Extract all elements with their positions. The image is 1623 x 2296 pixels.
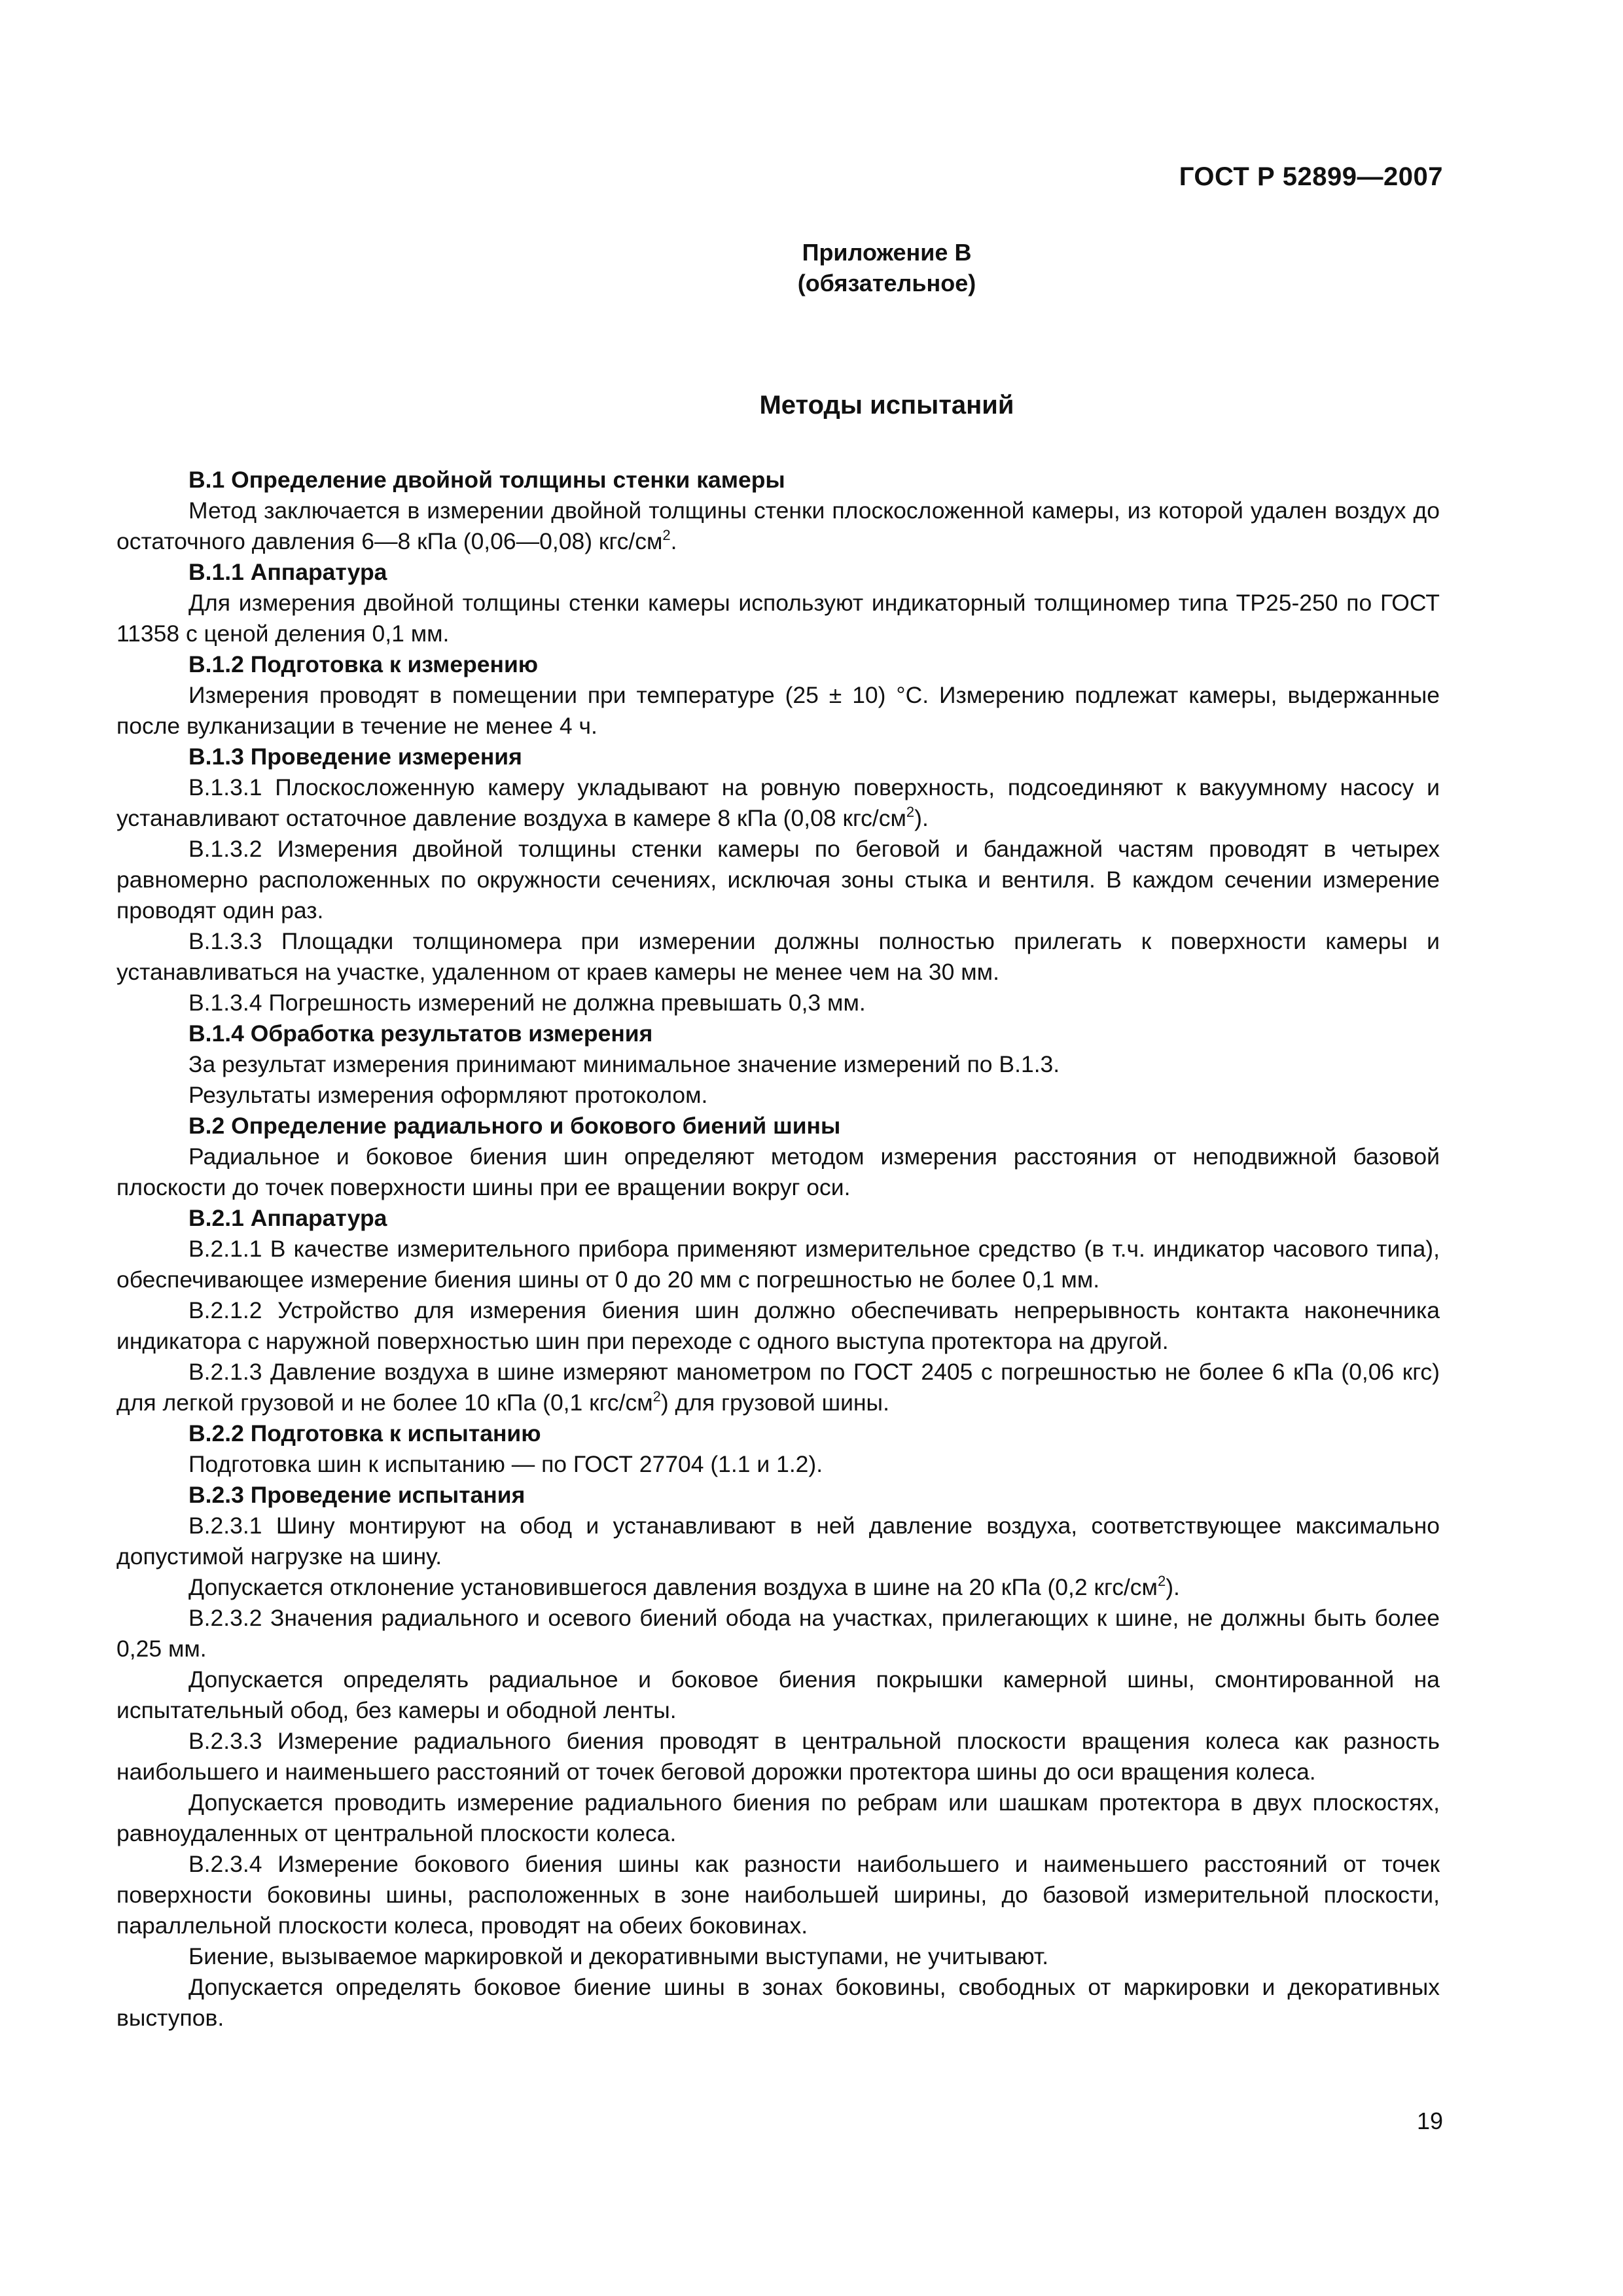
paragraph: Допускается проводить измерение радиального биения по ребрам или шашкам протектора в двух плоскостях, равноудаленных от центральной плоскости колеса.	[116, 1789, 1440, 1846]
paragraph: Биение, вызываемое маркировкой и декоративными выступами, не учитывают.	[188, 1943, 1049, 1969]
paragraph: В.2.3.4 Измерение бокового биения шины как разности наибольшего и наименьшего расстояний от точек поверхности боковины шины, расположенных в зоне наибольшей ширины, до базовой измерительной плоскости, параллельной плоскости колеса, проводят на обеих боковинах.	[116, 1851, 1440, 1939]
paragraph: В.2.3.2 Значения радиального и осевого биений обода на участках, прилегающих к шине, не должны быть более 0,25 мм.	[116, 1605, 1440, 1662]
subsection-heading: В.1 Определение двойной толщины стенки камеры	[188, 467, 785, 493]
paragraph: Допускается отклонение установившегося давления воздуха в шине на 20 кПа (0,2 кгс/$см^2$).	[188, 1573, 1180, 1600]
paragraph: Для измерения двойной толщины стенки камеры используют индикаторный толщиномер типа ТР25-250 по ГОСТ 11358 с ценой деления 0,1 мм.	[116, 590, 1440, 647]
subsection-heading: В.1.3 Проведение измерения	[188, 744, 522, 770]
annex-heading	[0, 237, 1623, 298]
subsection-heading: В.1.4 Обработка результатов измерения	[188, 1020, 653, 1047]
paragraph: В.1.3.4 Погрешность измерений не должна превышать 0,3 мм.	[188, 990, 866, 1016]
document-body	[116, 465, 1440, 2034]
paragraph: Допускается определять радиальное и боковое биения покрышки камерной шины, смонтированной на испытательный обод, без камеры и ободной ленты.	[116, 1666, 1440, 1723]
paragraph: В.2.3.3 Измерение радиального биения проводят в центральной плоскости вращения колеса как разность наибольшего и наименьшего расстояний от точек беговой дорожки протектора шины до оси вращения колеса.	[116, 1728, 1440, 1785]
page-number: 19	[1416, 2108, 1443, 2134]
paragraph: В.2.3.1 Шину монтируют на обод и устанавливают в ней давление воздуха, соответствующее максимально допустимой нагрузке на шину.	[116, 1513, 1440, 1570]
paragraph: За результат измерения принимают минимальное значение измерений по В.1.3.	[188, 1051, 1060, 1077]
subsection-heading: В.1.2 Подготовка к измерению	[188, 651, 539, 677]
paragraph: Результаты измерения оформляют протоколом.	[188, 1082, 708, 1108]
subsection-heading: В.2.1 Аппаратура	[188, 1205, 387, 1231]
paragraph: Допускается определять боковое биение шины в зонах боковины, свободных от маркировки и декоративных выступов.	[116, 1974, 1440, 2031]
paragraph: В.2.1.2 Устройство для измерения биения шин должно обеспечивать непрерывность контакта наконечника индикатора с наружной поверхностью шин при переходе с одного выступа протектора на другой.	[116, 1297, 1440, 1354]
subsection-heading: В.2.3 Проведение испытания	[188, 1482, 526, 1508]
paragraph: В.1.3.1 Плоскосложенную камеру укладывают на ровную поверхность, подсоединяют к вакуумному насосу и устанавливают остаточное давление воздуха в камере 8 кПа (0,08 кгс/$см^2$).	[116, 774, 1440, 831]
section-title-wrap	[0, 391, 1623, 420]
paragraph: В.2.1.1 В качестве измерительного прибора применяют измерительное средство (в т.ч. индикатор часового типа), обеспечивающее измерение биения шины от 0 до 20 мм с погрешностью не более 0,1 мм.	[116, 1236, 1440, 1293]
subsection-heading: В.2 Определение радиального и бокового биений шины	[188, 1113, 841, 1139]
paragraph: Радиальное и боковое биения шин определяют методом измерения расстояния от неподвижной базовой плоскости до точек поверхности шины при ее вращении вокруг оси.	[116, 1143, 1440, 1200]
section-title: Методы испытаний	[759, 391, 1014, 420]
subsection-heading: В.1.1 Аппаратура	[188, 559, 387, 585]
paragraph: В.2.1.3 Давление воздуха в шине измеряют манометром по ГОСТ 2405 с погрешностью не более 6 кПа (0,06 кгс) для легкой грузовой и не более 10 кПа (0,1 кгс/$см^2$) для грузовой шины.	[116, 1359, 1440, 1416]
paragraph: В.1.3.3 Площадки толщиномера при измерении должны полностью прилегать к поверхности камеры и устанавливаться на участке, удаленном от краев камеры не менее чем на 30 мм.	[116, 928, 1440, 985]
paragraph: Измерения проводят в помещении при температуре (25 ± 10) °С. Измерению подлежат камеры, выдержанные после вулканизации в течение не менее 4 ч.	[116, 682, 1440, 739]
document-id: ГОСТ Р 52899—2007	[1179, 162, 1443, 191]
annex-label: Приложение В	[802, 239, 972, 266]
paragraph: Метод заключается в измерении двойной толщины стенки плоскосложенной камеры, из которой удален воздух до остаточного давления 6—8 кПа (0,06—0,08) кгс/$см^2$.	[116, 497, 1440, 554]
paragraph: В.1.3.2 Измерения двойной толщины стенки камеры по беговой и бандажной частям проводят в четырех равномерно расположенных по окружности сечениях, исключая зоны стыка и вентиля. В каждом сечении измерение проводят один раз.	[116, 836, 1440, 924]
annex-status: (обязательное)	[797, 270, 976, 296]
subsection-heading: В.2.2 Подготовка к испытанию	[188, 1420, 541, 1446]
paragraph: Подготовка шин к испытанию — по ГОСТ 27704 (1.1 и 1.2).	[188, 1451, 823, 1477]
